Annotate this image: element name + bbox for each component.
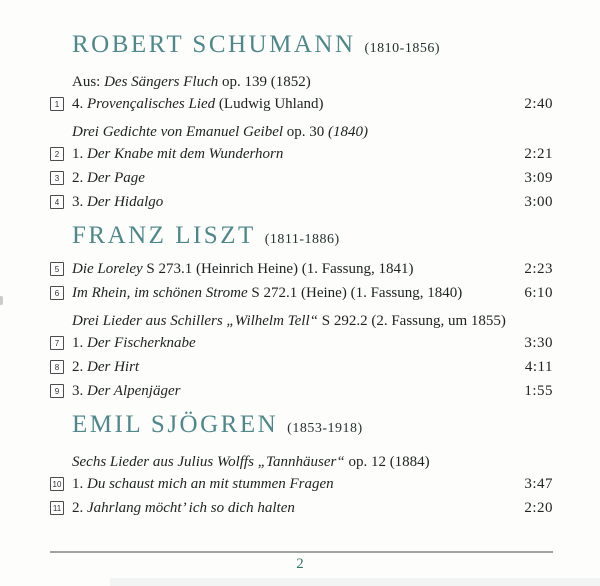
track-number-box: 10 [50, 477, 64, 491]
title-italic-text: Der Hirt [87, 358, 140, 375]
track-row [50, 257, 553, 281]
title-italic-text: (1840) [328, 123, 369, 140]
title-plain-text: 1. [72, 145, 87, 162]
track-title [72, 261, 511, 278]
title-plain-text: S 272.1 (Heine) (1. Fassung, 1840) [247, 284, 463, 301]
track-number-column [50, 384, 72, 398]
title-italic-text: Drei Gedichte von Emanuel Geibel [72, 123, 284, 140]
composer-section [50, 411, 553, 520]
composer-section [50, 31, 553, 214]
track-row [50, 281, 553, 305]
composer-dates: (1853-1918) [287, 421, 363, 436]
title-italic-text: Sechs Lieder aus Julius Wolffs „Tannhäuser“ [72, 453, 345, 470]
track-number-column [50, 147, 72, 161]
composer-heading [72, 31, 553, 66]
title-plain-text: 3. [72, 382, 87, 399]
track-duration: 3:30 [524, 334, 553, 351]
track-duration: 1:55 [524, 382, 553, 399]
work-title [72, 454, 553, 471]
title-italic-text: Der Alpenjäger [87, 382, 181, 399]
footer-divider [50, 551, 553, 553]
track-row [50, 92, 553, 116]
track-number-box: 11 [50, 501, 64, 515]
track-row [50, 331, 553, 355]
track-title [72, 335, 511, 352]
track-number-box: 7 [50, 336, 64, 350]
work-title [72, 124, 553, 141]
composer-heading [72, 411, 553, 446]
title-italic-text: Du schaust mich an mit stummen Fragen [87, 475, 334, 492]
track-number-box: 3 [50, 171, 64, 185]
track-duration: 2:20 [524, 499, 553, 516]
title-plain-text: op. 30 [283, 123, 329, 140]
track-number-column [50, 336, 72, 350]
title-plain-text: 2. [72, 169, 87, 186]
title-plain-text: 2. [72, 358, 87, 375]
track-row [50, 355, 553, 379]
track-number-column [50, 501, 72, 515]
track-title [72, 476, 511, 493]
title-italic-text: Der Hidalgo [87, 193, 164, 210]
track-title [72, 359, 511, 376]
track-number-column [50, 262, 72, 276]
track-number-column [50, 286, 72, 300]
composer-section [50, 222, 553, 403]
track-number-column [50, 195, 72, 209]
title-italic-text: Provençalisches Lied [87, 95, 216, 112]
track-number-box: 8 [50, 360, 64, 374]
page-number: 2 [296, 556, 304, 572]
track-duration: 2:40 [524, 95, 553, 112]
track-row [50, 496, 553, 520]
track-title [72, 383, 511, 400]
scan-edge-artifact [0, 296, 3, 305]
track-duration: 3:47 [524, 475, 553, 492]
track-number-box: 6 [50, 286, 64, 300]
title-plain-text: 1. [72, 334, 87, 351]
work-title [72, 313, 553, 330]
title-plain-text: 2. [72, 499, 87, 516]
title-italic-text: Die Loreley [72, 260, 143, 277]
title-italic-text: Der Knabe mit dem Wunderhorn [87, 145, 284, 162]
title-italic-text: Im Rhein, im schönen Strome [72, 284, 248, 301]
track-title [72, 285, 511, 302]
title-italic-text: Des Sängers Fluch [104, 73, 219, 90]
title-italic-text: Der Page [87, 169, 145, 186]
composer-name: FRANZ LISZT [72, 222, 256, 249]
track-row [50, 379, 553, 403]
track-row [50, 472, 553, 496]
track-duration: 3:00 [524, 193, 553, 210]
track-title [72, 96, 511, 113]
track-row [50, 142, 553, 166]
track-duration: 3:09 [524, 169, 553, 186]
track-row [50, 166, 553, 190]
track-title [72, 194, 511, 211]
track-number-column [50, 477, 72, 491]
track-duration: 6:10 [524, 284, 553, 301]
track-title [72, 146, 511, 163]
track-duration: 2:21 [524, 145, 553, 162]
title-plain-text: 4. [72, 95, 87, 112]
composer-name: ROBERT SCHUMANN [72, 31, 356, 58]
title-italic-text: Jahrlang möcht’ ich so dich halten [87, 499, 295, 516]
track-number-box: 9 [50, 384, 64, 398]
track-title [72, 500, 511, 517]
title-plain-text: (Ludwig Uhland) [215, 95, 324, 112]
composer-name: EMIL SJÖGREN [72, 411, 279, 438]
track-number-column [50, 360, 72, 374]
track-title [72, 170, 511, 187]
track-duration: 4:11 [524, 358, 553, 375]
work-subheading [50, 72, 553, 92]
track-number-box: 1 [50, 97, 64, 111]
track-number-box: 5 [50, 262, 64, 276]
title-plain-text: 1. [72, 475, 87, 492]
composer-dates: (1811-1886) [264, 232, 340, 247]
page-bottom-edge [110, 578, 600, 586]
composer-dates: (1810-1856) [364, 41, 440, 56]
title-plain-text: S 292.2 (2. Fassung, um 1855) [317, 312, 506, 329]
title-italic-text: Drei Lieder aus Schillers „Wilhelm Tell“ [72, 312, 318, 329]
work-subheading [50, 311, 553, 331]
track-number-box: 4 [50, 195, 64, 209]
title-plain-text: op. 12 (1884) [344, 453, 430, 470]
title-plain-text: op. 139 (1852) [218, 73, 311, 90]
work-title [72, 74, 553, 91]
title-plain-text: S 273.1 (Heinrich Heine) (1. Fassung, 1841) [142, 260, 414, 277]
track-number-column [50, 97, 72, 111]
title-italic-text: Der Fischerknabe [87, 334, 196, 351]
composer-heading [72, 222, 553, 257]
title-plain-text: 3. [72, 193, 87, 210]
track-number-box: 2 [50, 147, 64, 161]
track-row [50, 190, 553, 214]
track-duration: 2:23 [524, 260, 553, 277]
title-plain-text: Aus: [72, 73, 105, 90]
work-subheading [50, 452, 553, 472]
track-number-column [50, 171, 72, 185]
work-subheading [50, 122, 553, 142]
